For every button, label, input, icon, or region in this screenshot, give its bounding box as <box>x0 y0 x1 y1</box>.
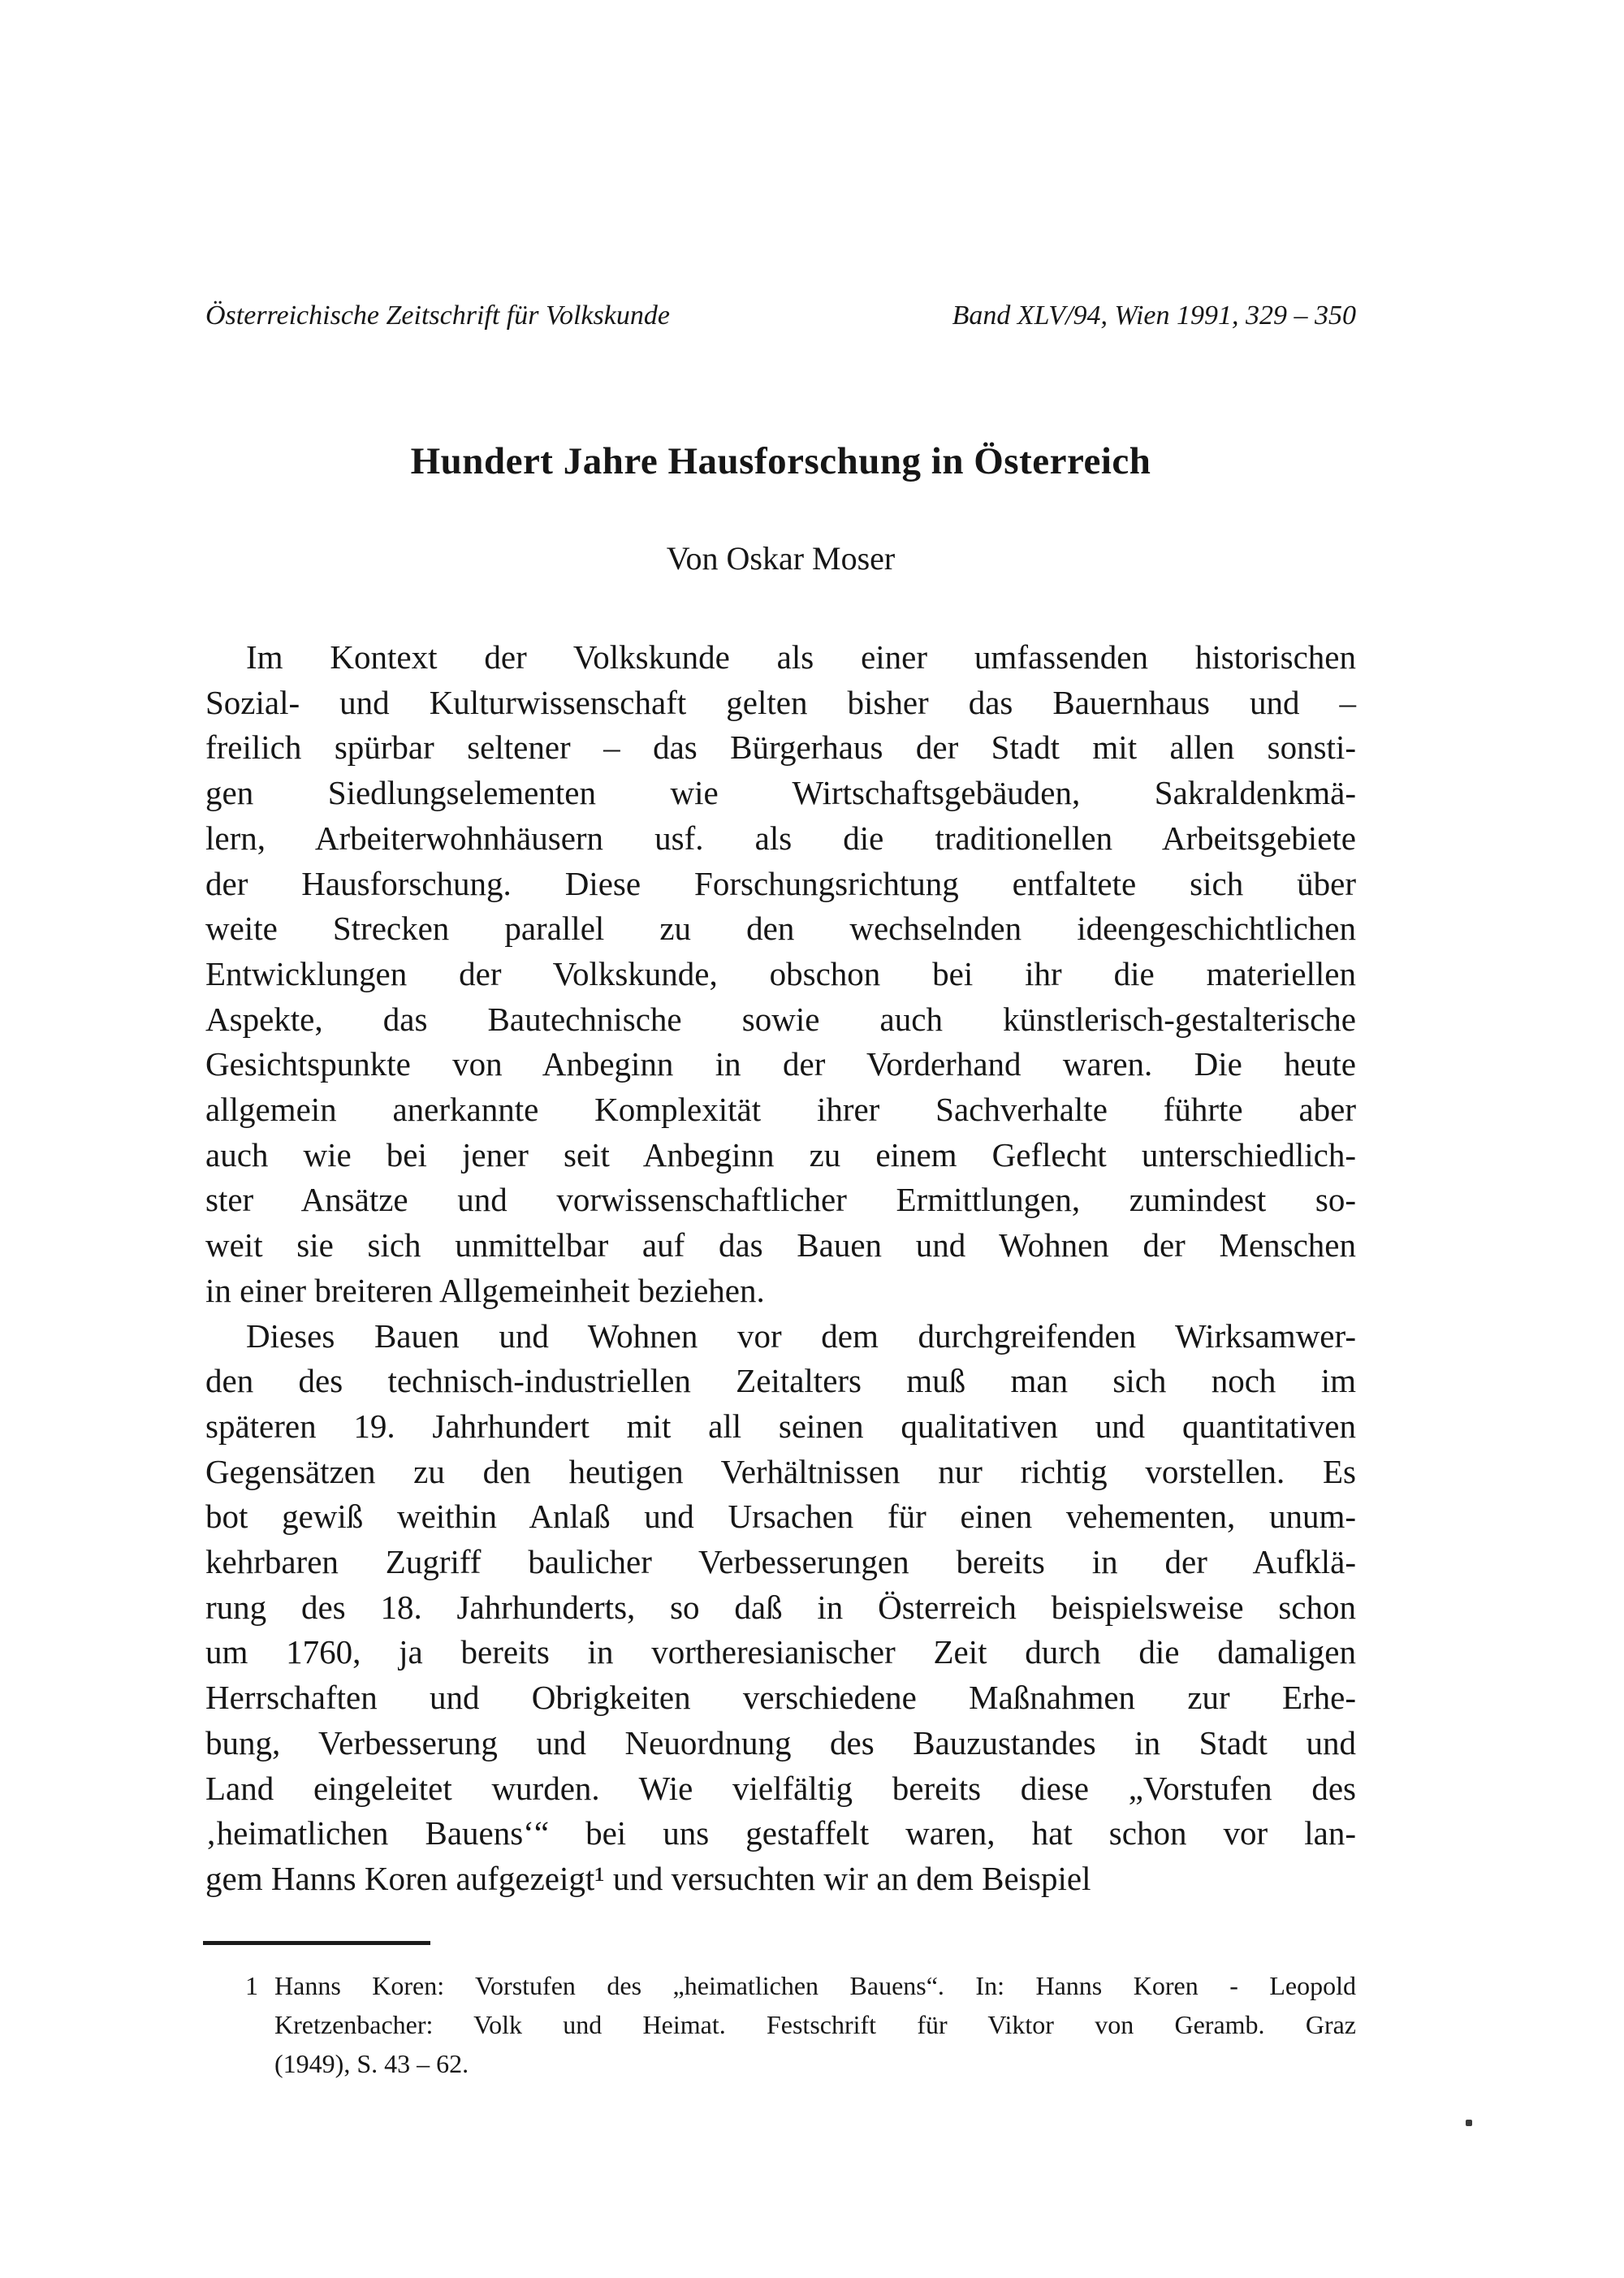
text-line: Sozial- und Kulturwissenschaft gelten bisher das Bauernhaus und – <box>205 683 1356 721</box>
text-line: Gesichtspunkte von Anbeginn in der Vorderhand waren. Die heute <box>205 1045 1356 1083</box>
text-line: Kretzenbacher: Volk und Heimat. Festschrift für Viktor von Geramb. Graz <box>274 2010 1356 2039</box>
text-line: auch wie bei jener seit Anbeginn zu einem Geflecht unterschiedlich- <box>205 1135 1356 1174</box>
footnote-text <box>274 1966 1356 2083</box>
journal-header <box>205 300 1356 331</box>
paragraph-1 <box>205 635 1356 1314</box>
footnote <box>245 1966 1356 2083</box>
text-line: Entwicklungen der Volkskunde, obschon bei ihr die materiellen <box>205 954 1356 992</box>
scan-artifact-dot <box>1466 2120 1472 2126</box>
text-line: späteren 19. Jahrhundert mit all seinen qualitativen und quantitativen <box>205 1407 1356 1445</box>
text-line: ‚heimatlichen Bauens‘“ bei uns gestaffelt waren, hat schon vor lan- <box>205 1814 1356 1852</box>
text-line: in einer breiteren Allgemeinheit beziehen. <box>205 1271 765 1309</box>
text-line: ster Ansätze und vorwissenschaftlicher Ermittlungen, zumindest so- <box>205 1181 1356 1219</box>
text-line: weite Strecken parallel zu den wechselnden ideengeschichtlichen <box>205 910 1356 948</box>
article-byline: Von Oskar Moser <box>666 540 896 577</box>
article-body <box>205 635 1356 1902</box>
text-line: lern, Arbeiterwohnhäusern usf. als die traditionellen Arbeitsgebiete <box>205 819 1356 857</box>
text-line: bot gewiß weithin Anlaß und Ursachen für einen vehementen, unum- <box>205 1498 1356 1536</box>
text-line: kehrbaren Zugriff baulicher Verbesserungen bereits in der Aufklä- <box>205 1543 1356 1581</box>
journal-title: Österreichische Zeitschrift für Volkskunde <box>205 300 670 331</box>
text-line: weit sie sich unmittelbar auf das Bauen und Wohnen der Menschen <box>205 1226 1356 1264</box>
text-line: Aspekte, das Bautechnische sowie auch künstlerisch-gestalterische <box>205 1000 1356 1038</box>
text-line: gen Siedlungselementen wie Wirtschaftsgebäuden, Sakraldenkmä- <box>205 774 1356 812</box>
text-line: der Hausforschung. Diese Forschungsrichtung entfaltete sich über <box>205 864 1356 902</box>
text-line: Gegensätzen zu den heutigen Verhältnissen nur richtig vorstellen. Es <box>205 1452 1356 1490</box>
footnote-number: 1 <box>245 1971 258 2000</box>
text-line: Hanns Koren: Vorstufen des „heimatlichen Bauens“. In: Hanns Koren - Leopold <box>274 1971 1356 2000</box>
text-line: Im Kontext der Volkskunde als einer umfassenden historischen <box>246 638 1356 676</box>
text-line: um 1760, ja bereits in vortheresianischer Zeit durch die damaligen <box>205 1633 1356 1671</box>
text-line: rung des 18. Jahrhunderts, so daß in Österreich beispielsweise schon <box>205 1588 1356 1626</box>
text-line: bung, Verbesserung und Neuordnung des Bauzustandes in Stadt und <box>205 1723 1356 1761</box>
text-line: Herrschaften und Obrigkeiten verschiedene Maßnahmen zur Erhe- <box>205 1679 1356 1717</box>
paragraph-2 <box>205 1314 1356 1902</box>
text-line: Land eingeleitet wurden. Wie vielfältig bereits diese „Vorstufen des <box>205 1769 1356 1807</box>
text-line: freilich spürbar seltener – das Bürgerhaus der Stadt mit allen sonsti- <box>205 728 1356 767</box>
text-line: allgemein anerkannte Komplexität ihrer Sachverhalte führte aber <box>205 1091 1356 1129</box>
article-title: Hundert Jahre Hausforschung in Österreich <box>410 440 1151 482</box>
text-line: Dieses Bauen und Wohnen vor dem durchgreifenden Wirksamwer- <box>246 1316 1356 1355</box>
journal-issue: Band XLV/94, Wien 1991, 329 – 350 <box>952 300 1356 331</box>
footnote-rule <box>203 1941 430 1945</box>
text-line: den des technisch-industriellen Zeitalters muß man sich noch im <box>205 1362 1356 1400</box>
text-line: gem Hanns Koren aufgezeigt¹ und versuchten wir an dem Beispiel <box>205 1859 1091 1897</box>
text-line: (1949), S. 43 – 62. <box>274 2049 469 2078</box>
